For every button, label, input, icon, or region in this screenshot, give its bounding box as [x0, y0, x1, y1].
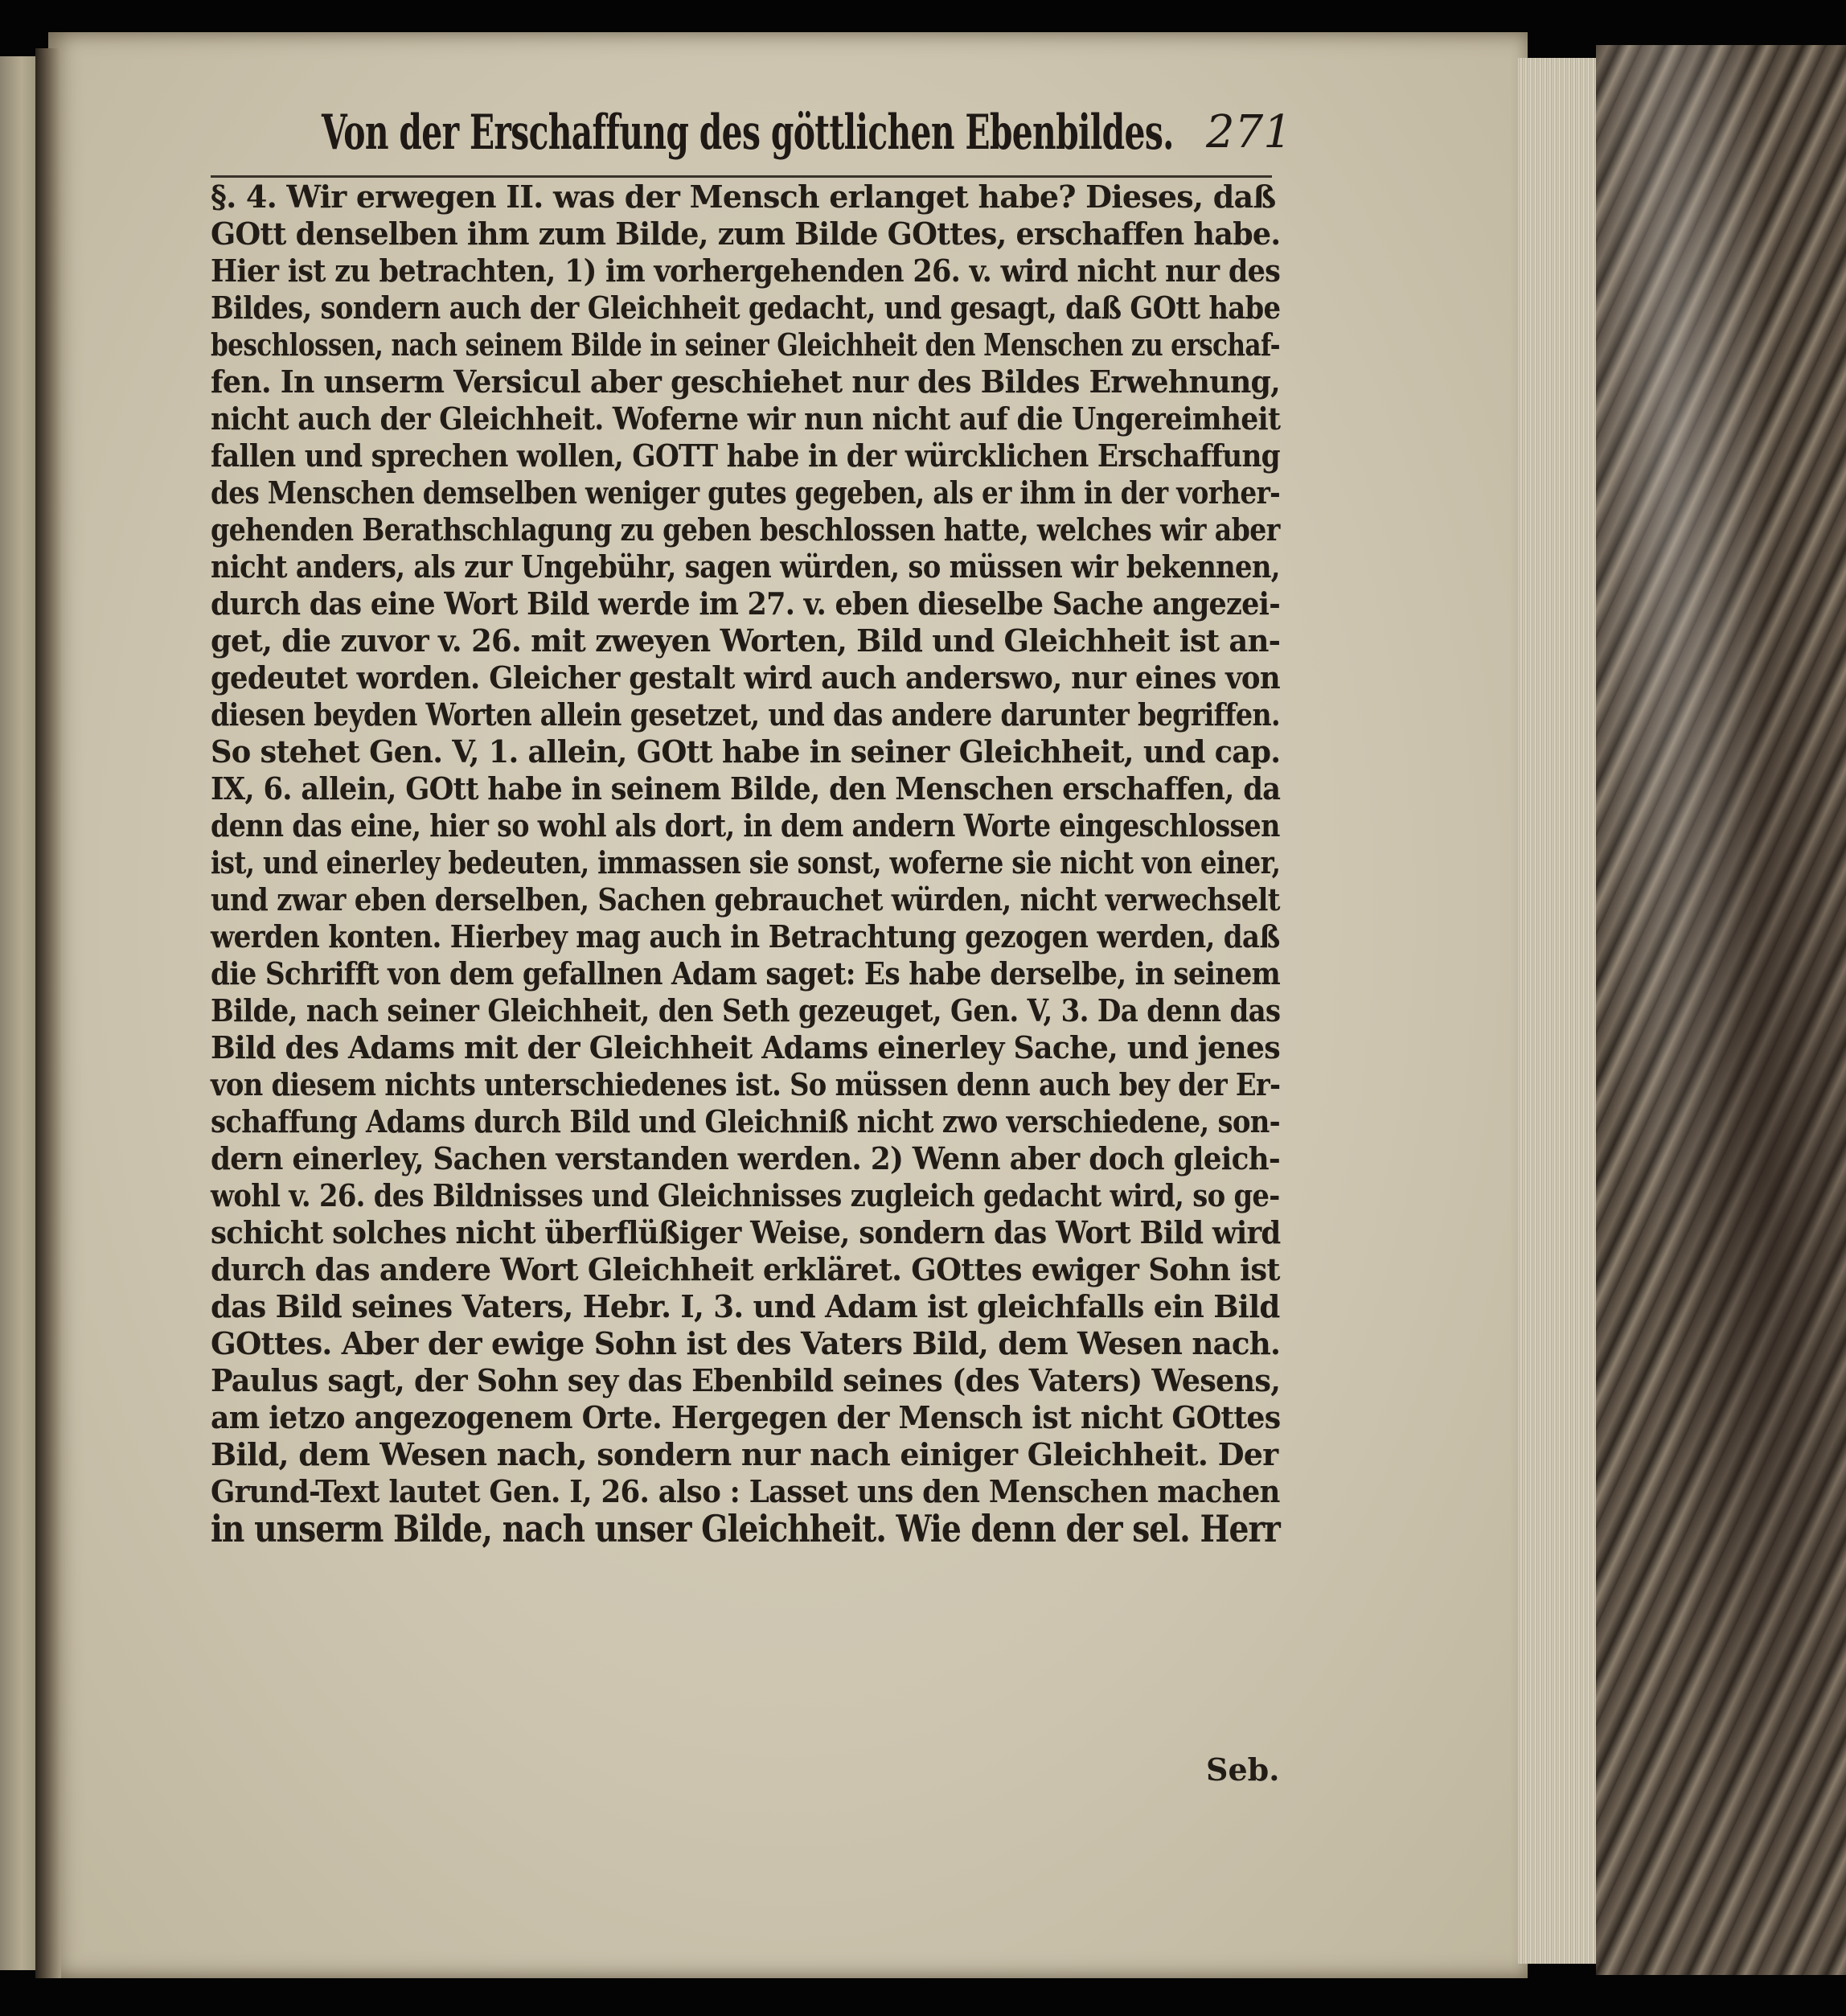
text-line: fen. In unserm Versicul aber geschiehet nur des Bildes Erwehnung, — [211, 363, 1281, 400]
text-line: schicht solches nicht überflüßiger Weise, sondern das Wort Bild wird — [211, 1214, 1281, 1250]
text-line: gedeutet worden. Gleicher gestalt wird auch anderswo, nur eines von — [211, 659, 1280, 696]
text-line: Bildes, sondern auch der Gleichheit gedacht, und gesagt, daß GOtt habe — [211, 289, 1281, 326]
text-line: denn das eine, hier so wohl als dort, in dem andern Worte eingeschlossen — [211, 807, 1280, 844]
text-line: nicht anders, als zur Ungebühr, sagen würden, so müssen wir bekennen, — [211, 548, 1280, 585]
text-line: Bilde, nach seiner Gleichheit, den Seth gezeuget, Gen. V, 3. Da denn das — [211, 992, 1281, 1029]
text-line: und zwar eben derselben, Sachen gebrauchet würden, nicht verwechselt — [211, 881, 1280, 918]
text-line: §. 4. Wir erwegen II. was der Mensch erlanget habe? Dieses, daß — [211, 179, 1276, 215]
text-line: in unserm Bilde, nach unser Gleichheit. Wie denn der sel. Herr — [211, 1507, 1280, 1550]
text-line: wohl v. 26. des Bildnisses und Gleichnisses zugleich gedacht wird, so ge- — [211, 1177, 1280, 1213]
page-number: 271 — [1206, 106, 1292, 158]
text-line: Bild, dem Wesen nach, sondern nur nach einiger Gleichheit. Der — [211, 1436, 1278, 1472]
text-line: schaffung Adams durch Bild und Gleichniß nicht zwo verschiedene, son- — [211, 1103, 1280, 1139]
body-text — [211, 179, 1281, 1550]
text-line: werden konten. Hierbey mag auch in Betrachtung gezogen werden, daß — [211, 918, 1280, 955]
text-line: Grund-Text lautet Gen. I, 26. also : Lasset uns den Menschen machen — [211, 1473, 1280, 1509]
text-line: die Schrifft von dem gefallnen Adam saget: Es habe derselbe, in seinem — [211, 955, 1281, 992]
text-line: Hier ist zu betrachten, 1) im vorhergehenden 26. v. wird nicht nur des — [211, 253, 1281, 289]
text-line: Paulus sagt, der Sohn sey das Ebenbild seines (des Vaters) Wesens, — [211, 1362, 1281, 1398]
text-line: beschlossen, nach seinem Bilde in seiner Gleichheit den Menschen zu erschaf- — [211, 326, 1280, 363]
text-line: So stehet Gen. V, 1. allein, GOtt habe in seiner Gleichheit, und cap. — [211, 733, 1281, 770]
text-line: GOtt denselben ihm zum Bilde, zum Bilde GOttes, erschaffen habe. — [211, 216, 1281, 252]
text-line: GOttes. Aber der ewige Sohn ist des Vaters Bild, dem Wesen nach. — [211, 1325, 1281, 1361]
text-line: diesen beyden Worten allein gesetzet, und das andere darunter begriffen. — [211, 696, 1280, 733]
running-head: Von der Erschaffung des göttlichen Ebenbildes. — [322, 105, 1174, 161]
text-line: fallen und sprechen wollen, GOTT habe in der würcklichen Erschaffung — [211, 437, 1280, 474]
text-line: Bild des Adams mit der Gleichheit Adams einerley Sache, und jenes — [211, 1029, 1280, 1065]
text-line: des Menschen demselben weniger gutes gegeben, als er ihm in der vorher- — [211, 474, 1281, 511]
facing-page-edge — [0, 56, 39, 1970]
header-rule — [211, 175, 1272, 178]
text-line: get, die zuvor v. 26. mit zweyen Worten, Bild und Gleichheit ist an- — [211, 622, 1281, 659]
marbled-cover — [1596, 45, 1846, 1975]
text-line: das Bild seines Vaters, Hebr. I, 3. und Adam ist gleichfalls ein Bild — [211, 1288, 1280, 1324]
text-line: durch das eine Wort Bild werde im 27. v. eben dieselbe Sache angezei- — [211, 585, 1280, 622]
text-line: von diesem nichts unterschiedenes ist. So müssen denn auch bey der Er- — [211, 1066, 1281, 1102]
text-line: dern einerley, Sachen verstanden werden. 2) Wenn aber doch gleich- — [211, 1140, 1281, 1176]
text-line: gehenden Berathschlagung zu geben beschlossen hatte, welches wir aber — [211, 511, 1280, 548]
gutter-shadow — [35, 48, 61, 1978]
page-block-edges — [1518, 58, 1600, 1964]
text-line: durch das andere Wort Gleichheit erkläret. GOttes ewiger Sohn ist — [211, 1251, 1280, 1287]
text-line: IX, 6. allein, GOtt habe in seinem Bilde, den Menschen erschaffen, da — [211, 770, 1281, 807]
text-line: nicht auch der Gleichheit. Woferne wir nun nicht auf die Ungereimheit — [211, 400, 1281, 437]
catchword: Seb. — [1206, 1751, 1280, 1788]
text-line: ist, und einerley bedeuten, immassen sie sonst, woferne sie nicht von einer, — [211, 844, 1281, 881]
text-line: am ietzo angezogenem Orte. Hergegen der Mensch ist nicht GOttes — [211, 1399, 1281, 1435]
